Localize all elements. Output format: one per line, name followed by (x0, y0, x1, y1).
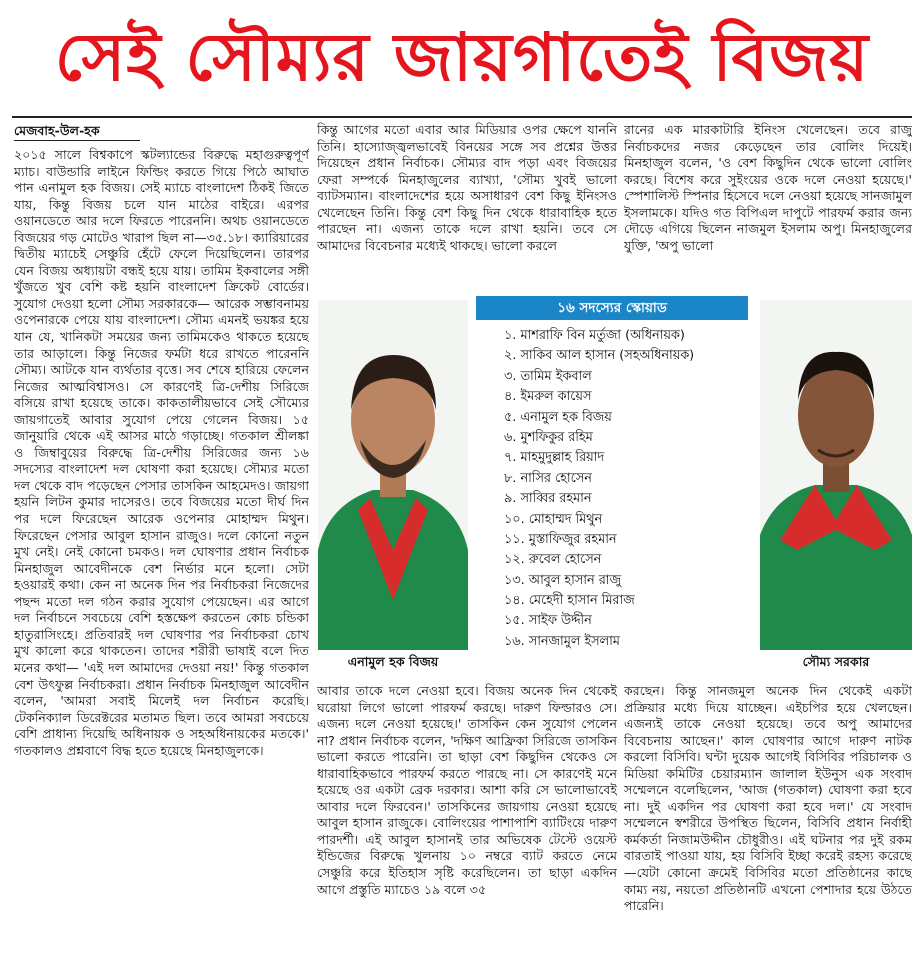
squad-member: ১২. রুবেল হোসেন (504, 552, 602, 568)
squad-member: ৩. তামিম ইকবাল (504, 368, 592, 384)
squad-member: ৯. সাব্বির রহমান (504, 491, 592, 507)
article-text-middle-top: কিন্তু আগের মতো এবার আর মিডিয়ার ওপর ক্ষেপে যাননি তিনি। হাস্যোজ্জ্বলভাবেই বিনয়ের সঙ্গে সব প্রশ্নের উত্তর দিয়েছেন প্রধান নির্বাচক। সৌম্যর বাদ পড়া এবং বিজয়ের ফেরা সম্পর্কে মিনহাজুলের ব্যাখ্যা, 'সৌম্য খুবই ভালো ব্যাটসম্যান। বাংলাদেশের হয়ে অসাধারণ বেশ কিছু ইনিংসও খেলেছেন তিনি। কিন্তু বেশ কিছু দিন থেকে ধারাবাহিক হতে পারছেন না। এজন্য তাকে দলে রাখা হয়নি। তবে সে আমাদের বিবেচনার মধ্যেই থাকছে। ভালো করলে (317, 122, 617, 253)
article-text-middle-bottom: আবার তাকে দলে নেওয়া হবে। বিজয় অনেক দিন থেকেই ঘরোয়া লিগে ভালো পারফর্ম করছে। দারুণ ফিল্ডারও সে। এজন্য দলে নেওয়া হয়েছে।' তাসকিন কেন সুযোগ পেলেন না? প্রধান নির্বাচক বলেন, 'দক্ষিণ আফ্রিকা সিরিজে তাসকিন ভালো করতে পারেনি। তা ছাড়া বেশ কিছুদিন থেকেও সে ধারাবাহিকভাবে পারফর্ম করতে পারছে না। সে কারণেই মনে হয়েছে ওর একটা ব্রেক দরকার। আশা করি সে ভালোভাবেই আবার দলে ফিরবেন।' তাসকিনের জায়গায় নেওয়া হয়েছে আবুল হাসান রাজুকে। বোলিংয়ের পাশাপাশি ব্যাটিংয়ে দারুণ পারদর্শী। এই আবুল হাসানই তার অভিষেক টেস্টে ওয়েস্ট ইন্ডিজের বিরুদ্ধে খুলনায় ১০ নম্বরে ব্যাট করতে নেমে সেঞ্চুরি করে ইতিহাস সৃষ্টি করেছিলেন। তা ছাড়া একদিন আগে প্রস্তুতি ম্যাচেও ১৯ বলে ৩৫ (317, 683, 617, 897)
article-text-right-top: রানের এক মারকাটারি ইনিংস খেলেছেন। তবে রাজু নির্বাচকদের নজর কেড়েছেন তার বোলিং দিয়েই। মিনহাজুল বলেন, 'ও বেশ কিছুদিন থেকে ভালো বোলিং করছে। বিশেষ করে সুইংয়ের ওকে দলে নেওয়া হয়েছে।' স্পেশালিস্ট স্পিনার হিসেবে দলে নেওয়া হয়েছে সানজামুল ইসলামকে। যদিও গত বিপিএল দাপুটে পারফর্ম করার জন্য দৌড়ে এগিয়ে ছিলেন নাজমুল ইসলাম অপু। মিনহাজুলের যুক্তি, 'অপু ভালো (624, 122, 912, 253)
squad-member: ১. মাশরাফি বিন মর্তুজা (অধিনায়ক) (504, 328, 685, 343)
squad-box (470, 296, 756, 658)
article-text-right-bottom: করছেন। কিন্তু সানজমুল অনেক দিন থেকেই একটা প্রক্রিয়ার মধ্যে দিয়ে যাচ্ছেন। এইচপির হয়ে খেলছেন। এজন্যই তাকে নেওয়া হয়েছে। তবে অপু আমাদের বিবেচনায় আছেন।' কাল ঘোষণার আগে দারুণ নাটক করলো বিসিবি। ঘন্টা দুয়েক আগেই বিসিবির পরিচালক ও মিডিয়া কমিটির চেয়ারম্যান জালাল ইউনুস এক সংবাদ সম্মেলনে বলেছিলেন, 'আজ (গতকাল) ঘোষণা করা হবে না। দুই একদিন পর ঘোষণা করা হবে দল।' যে সংবাদ সম্মেলনে স্বশরীরে উপস্থিত ছিলেন, বিসিবি প্রধান নির্বাহী কর্মকর্তা নিজামউদ্দীন চৌধুরীও। এই ঘটনার পর দুই রকম বারতাই পাওয়া যায়, হয় বিসিবি ইচ্ছা করেই রহস্য করেছে—যেটা কোনো ক্রমেই বিসিবির মতো প্রতিষ্ঠানের কাছে কাম্য নয়, নয়তো প্রতিষ্ঠানটি এখনো পেশাদার হয়ে উঠতে পারেনি। (624, 683, 912, 914)
squad-member: ১৪. মেহেদী হাসান মিরাজ (504, 593, 635, 609)
article-column-right-top (624, 122, 912, 292)
headline-divider (12, 116, 912, 118)
byline: মেজবাহ-উল-হক (14, 122, 140, 141)
article-column-right-bottom (624, 683, 912, 958)
squad-member: ৭. মাহমুদুল্লাহ রিয়াদ (504, 450, 605, 466)
article-column-middle-bottom (317, 683, 617, 958)
squad-title: ১৬ সদস্যের স্কোয়াড (476, 296, 748, 320)
squad-member: ১১. মুস্তাফিজুর রহমান (504, 531, 617, 547)
player-photo-soumya (760, 300, 912, 650)
player-photo-bijoy (318, 300, 468, 650)
article-column-middle-top (317, 122, 617, 292)
squad-list (504, 326, 756, 652)
squad-member: ১৫. সাইফ উদ্দীন (504, 613, 592, 629)
article-text-left: ২০১৫ সালে বিশ্বকাপে স্কটল্যান্ডের বিরুদ্ধে মহাগুরুত্বপূর্ণ ম্যাচ। বাউন্ডারি লাইনে ফিল্ডিং করতে গিয়ে পিঠে আঘাত পান এনামুল হক বিজয়। সেই ম্যাচে বাংলাদেশ ঠিকই জিতে যায়, কিন্তু বিজয় চলে যান মাঠের বাইরে। এরপর ওয়ানডেতে আর দলে ফিরতে পারেননি। অথচ ওয়ানডেতে বিজয়ের গড় মোটেও খারাপ ছিল না—৩৫.১৮। ক্যারিয়ারের দ্বিতীয় ম্যাচেই সেঞ্চুরি হেঁটে ফেলে দিয়েছিলেন। তারপর যেন বিজয় অধ্যায়টা বন্ধই হয়ে যায়। তামিম ইকবালের সঙ্গী খুঁজতে খুব বেশি কষ্ট হয়নি বাংলাদেশ ক্রিকেট বোর্ডের। সুযোগ দেওয়া হলো সৌম্য সরকারকে— আরেক সম্ভাবনাময় ওপেনারকে পেয়ে যায় বাংলাদেশ। সৌম্য এমনই ভয়ঙ্কর হয়ে যান যে, খানিকটা সময়ের জন্য তামিমকেও থাকতে হয়েছে তার আড়ালে। কিন্তু নিজের ফর্মটা ধরে রাখতে পারেননি সৌম্য। আটকে যান ব্যর্থতার বৃত্তে। সব শেষে হারিয়ে ফেলেন নিজের আত্মবিশ্বাসও। সে কারণেই ত্রি-দেশীয় সিরিজে বসিয়ে রাখা হয়েছে তাকে। কাকতালীয়ভাবে সেই সৌম্যের জায়গাতেই আবার সুযোগ পেয়ে গেলেন বিজয়। ১৫ জানুয়ারি থেকে এই আসর মাঠে গড়াচ্ছে। গতকাল শ্রীলঙ্কা ও জিম্বাবুয়ের বিরুদ্ধে ত্রি-দেশীয় সিরিজের জন্য ১৬ সদস্যের বাংলাদেশ দল ঘোষণা করা হয়েছে। সৌম্যর মতো দল থেকে বাদ পড়েছেন পেসার তাসকিন আহমেদও। জায়গা হয়নি লিটন কুমার দাসেরও। তবে বিজয়ের মতো দীর্ঘ দিন পর দলে ফিরেছেন আরেক ওপেনার মোহাম্মদ মিথুন। ফিরেছেন পেসার আবুল হাসান রাজুও। দলে কোনো নতুন মুখ নেই। নেই কোনো চমকও। দল ঘোষণার প্রধান নির্বাচক মিনহাজুল আবেদীনকে বেশ নির্ভার মনে হলো। সেটা হওয়ারই কথা। কেন না অনেক দিন পর নির্বাচকরা নিজেদের পছন্দ মতো দল গঠন করার সুযোগ পেয়েছেন। এর আগে দল নির্বাচনে সবচেয়ে বেশি হস্তক্ষেপ করতেন কোচ চন্ডিকা হাতুরাসিংহে। প্রতিবারই দল ঘোষণার পর নির্বাচকরা চোখ মুখ কালো করে থাকতেন। তাদের শরীরী ভাষাই বলে দিত মনের কথা— 'এই দল আমাদের দেওয়া নয়!' কিন্তু গতকাল বেশ উৎফুল্ল নির্বাচকরা। প্রধান নির্বাচক মিনহাজুল আবেদীন বলেন, 'আমরা সবাই মিলেই দল নির্বাচন করেছি। টেকনিক্যাল ডিরেক্টরের মতামত ছিল। তবে আমরা সবচেয়ে বেশি প্রাধান্য দিয়েছি অধিনায়ক ও সহঅধিনায়কের মতকে।' গতকালও প্রশ্নবাণে বিদ্ধ হতে হয়েছে মিনহাজুলকে। (14, 147, 309, 758)
squad-member: ৫. এনামুল হক বিজয় (504, 409, 612, 425)
squad-member: ৮. নাসির হোসেন (504, 470, 592, 486)
squad-member: ৬. মুশফিকুর রহিম (504, 429, 593, 445)
squad-member: ২. সাকিব আল হাসান (সহঅধিনায়ক) (504, 348, 695, 364)
squad-member: ১৩. আবুল হাসান রাজু (504, 572, 621, 588)
photo-caption-soumya: সৌম্য সরকার (802, 654, 870, 669)
headline: সেই সৌম্যর জায়গাতেই বিজয় (54, 19, 870, 96)
player-portrait-illustration (318, 300, 468, 650)
squad-member: ১৬. সানজামুল ইসলাম (504, 633, 620, 649)
squad-member: ৪. ইমরুল কায়েস (504, 389, 592, 405)
article-column-left (14, 122, 309, 958)
photo-caption-bijoy: এনামুল হক বিজয় (347, 654, 439, 669)
squad-member: ১০. মোহাম্মদ মিথুন (504, 511, 603, 527)
player-portrait-illustration (760, 300, 912, 650)
